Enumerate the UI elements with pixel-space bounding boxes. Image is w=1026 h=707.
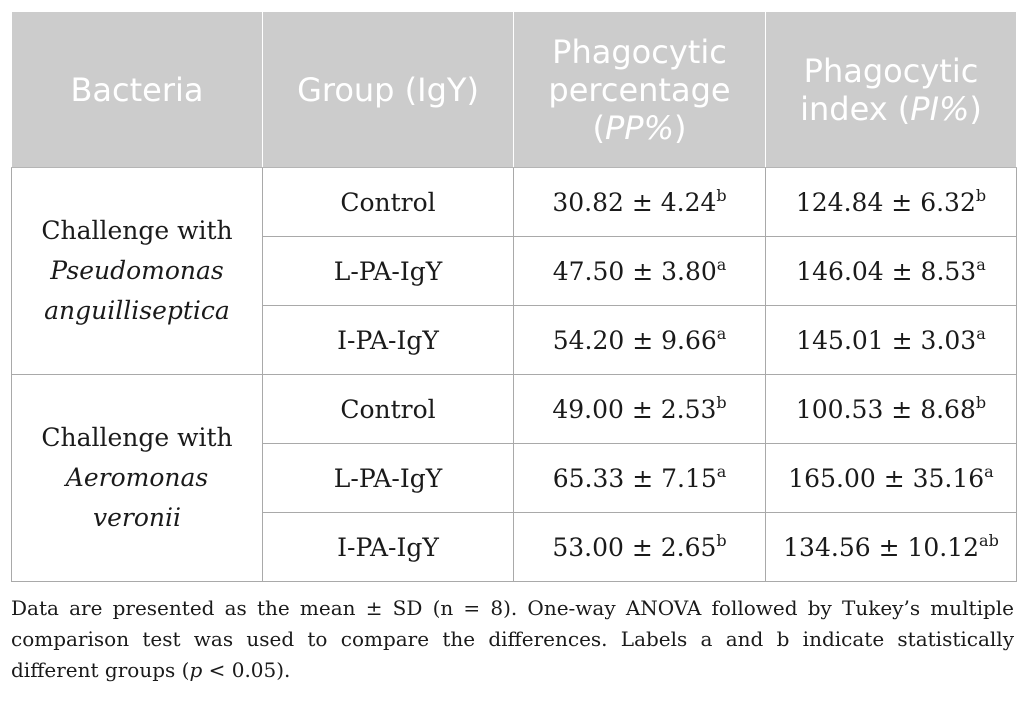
pi-cell: 145.01 ± 3.03$^a$ <box>766 306 1017 375</box>
table-row <box>12 168 1017 237</box>
bacteria-cell-aeromonas: Challenge with Aeromonas veronii <box>12 375 263 582</box>
header-bacteria: Bacteria <box>12 12 263 168</box>
table-header-row <box>12 12 1017 168</box>
group-cell: L-PA-IgY <box>263 237 514 306</box>
header-phagocytic-percentage: Phagocytic percentage (PP%) <box>514 12 766 168</box>
group-cell: I-PA-IgY <box>263 306 514 375</box>
pi-cell: 165.00 ± 35.16$^a$ <box>766 444 1017 513</box>
pp-cell: 54.20 ± 9.66$^a$ <box>514 306 766 375</box>
header-group: Group (IgY) <box>263 12 514 168</box>
phagocytosis-table <box>11 11 1017 582</box>
group-cell: Control <box>263 168 514 237</box>
pi-cell: 134.56 ± 10.12$^{ab}$ <box>766 513 1017 582</box>
pp-cell: 49.00 ± 2.53$^b$ <box>514 375 766 444</box>
pi-cell: 146.04 ± 8.53$^a$ <box>766 237 1017 306</box>
pi-cell: 124.84 ± 6.32$^b$ <box>766 168 1017 237</box>
table-row <box>12 375 1017 444</box>
bacteria-cell-pseudomonas: Challenge with Pseudomonas anguilliseptica <box>12 168 263 375</box>
group-cell: I-PA-IgY <box>263 513 514 582</box>
pi-cell: 100.53 ± 8.68$^b$ <box>766 375 1017 444</box>
pp-cell: 53.00 ± 2.65$^b$ <box>514 513 766 582</box>
data-table-container <box>11 11 1016 582</box>
pp-cell: 65.33 ± 7.15$^a$ <box>514 444 766 513</box>
pp-cell: 47.50 ± 3.80$^a$ <box>514 237 766 306</box>
header-phagocytic-index: Phagocytic index (PI%) <box>766 12 1017 168</box>
group-cell: Control <box>263 375 514 444</box>
pp-cell: 30.82 ± 4.24$^b$ <box>514 168 766 237</box>
header-pi-abbr: PI% <box>910 89 970 128</box>
header-pp-abbr: PP% <box>605 108 674 147</box>
group-cell: L-PA-IgY <box>263 444 514 513</box>
table-footnote: Data are presented as the mean ± SD (n = 8). One-way ANOVA followed by Tukey’s multiple comparison test was used to compare the differences. Labels a and b indicate statistically different groups (p < 0.05). <box>11 596 1014 682</box>
